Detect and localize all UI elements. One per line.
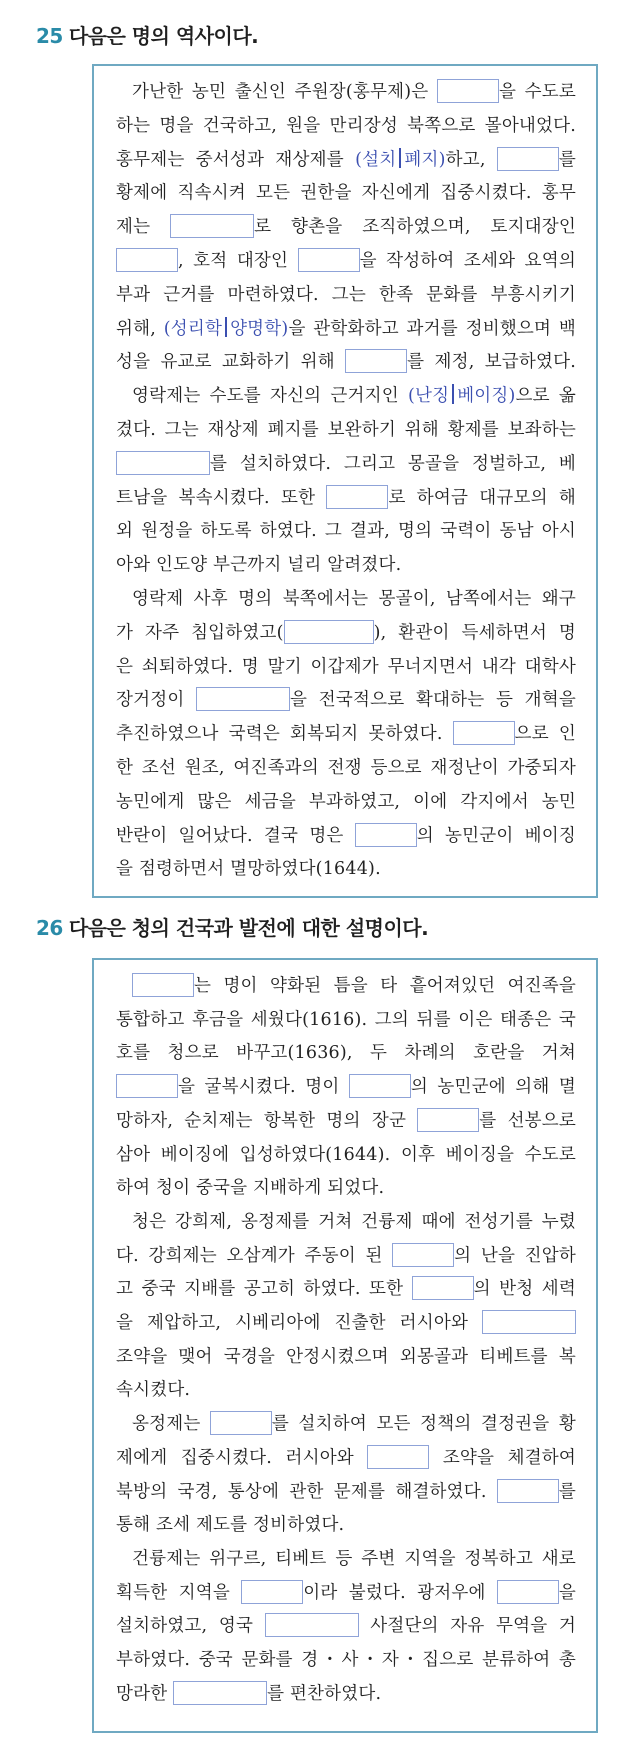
answer-blank[interactable]	[265, 1613, 359, 1637]
passage-text: 부과 근거를 마련하였다. 그는 한족 문화를 부흥시키기	[116, 284, 576, 305]
passage-line	[116, 1646, 576, 1671]
passage-line	[116, 822, 576, 847]
choice-open-paren: (	[355, 149, 363, 170]
question-25-passage-box	[92, 64, 598, 898]
passage-line	[132, 1410, 576, 1435]
passage-line	[116, 855, 576, 880]
passage-text: 청은 강희제, 옹정제를 거쳐 건륭제 때에 전성기를 누렸	[132, 1211, 576, 1232]
passage-text: 고 중국 지배를 공고히 하였다. 또한	[116, 1279, 412, 1300]
passage-text: 를 설치하였다. 그리고 몽골을 정벌하고, 베	[210, 453, 576, 474]
passage-line	[132, 585, 576, 610]
choice-open-paren: (	[407, 386, 415, 407]
passage-line	[116, 1309, 576, 1334]
passage-text: 가난한 농민 출신인 주원장(홍무제)은	[132, 82, 437, 102]
passage-text: 은 쇠퇴하였다. 명 말기 이갑제가 무너지면서 내각 대학사	[116, 656, 576, 677]
question-25-title: 다음은 명의 역사이다.	[68, 24, 259, 48]
passage-line	[132, 1545, 576, 1570]
passage-text: 를	[558, 149, 576, 170]
passage-text: ), 환관이 득세하면서 명	[373, 622, 576, 643]
passage-line	[132, 382, 576, 407]
choice-option-group[interactable]	[164, 319, 289, 339]
passage-text: 사절단의 자유 무역을 거	[358, 1616, 576, 1637]
passage-text: 을	[558, 1582, 576, 1603]
passage-text: 하는 명을 건국하고, 원을 만리장성 북쪽으로 몰아내었다.	[116, 115, 576, 136]
question-26-heading	[36, 912, 428, 941]
passage-text: 영락제 사후 명의 북쪽에서는 몽골이, 남쪽에서는 왜구	[132, 589, 576, 609]
passage-line	[116, 653, 576, 678]
passage-text: 아와 인도양 부근까지 널리 알려졌다.	[116, 555, 402, 576]
passage-line	[132, 972, 576, 997]
passage-text: 를 선봉으로	[479, 1110, 576, 1131]
passage-line	[116, 247, 576, 272]
passage-line	[116, 281, 576, 306]
answer-blank[interactable]	[132, 973, 194, 997]
passage-text: 을 관학화하고 과거를 정비했으며 백	[288, 318, 576, 339]
answer-blank[interactable]	[210, 1411, 272, 1435]
passage-text: 한 조선 원조, 여진족과의 전쟁 등으로 재정난이 가중되자	[116, 758, 576, 778]
choice-open-paren: (	[163, 318, 171, 339]
passage-text: 를 편찬하였다.	[267, 1683, 382, 1704]
answer-blank[interactable]	[241, 1580, 303, 1604]
passage-text: 위해,	[116, 318, 164, 339]
choice-option-b[interactable]: 베이징	[457, 386, 509, 407]
answer-blank[interactable]	[497, 147, 559, 171]
passage-line	[116, 1376, 576, 1401]
passage-line	[116, 315, 576, 340]
passage-line	[116, 1343, 576, 1368]
passage-text: 농민에게 많은 세금을 부과하였고, 이에 각지에서 농민	[116, 791, 576, 812]
passage-text: 황제에 직속시켜 모든 권한을 자신에게 집중시켰다. 홍무	[116, 183, 576, 204]
passage-line	[116, 484, 576, 509]
passage-text: 하고,	[445, 149, 497, 170]
question-26-passage-box	[92, 958, 598, 1733]
passage-line	[116, 1242, 576, 1267]
passage-text: 을 굴복시켰다. 명이	[178, 1077, 349, 1098]
passage-text: 을 전국적으로 확대하는 등 개혁을	[290, 690, 576, 711]
passage-line	[116, 788, 576, 813]
passage-line	[116, 720, 576, 745]
passage-line	[132, 78, 576, 103]
passage-line	[116, 1478, 576, 1503]
answer-blank[interactable]	[437, 79, 499, 103]
passage-line	[116, 754, 576, 779]
passage-line	[116, 619, 576, 644]
answer-blank[interactable]	[298, 248, 360, 272]
choice-separator	[225, 317, 227, 337]
passage-text: 북방의 국경, 통상에 관한 문제를 해결하였다.	[116, 1481, 497, 1502]
passage-text: , 호적 대장인	[178, 251, 298, 271]
answer-blank[interactable]	[412, 1276, 474, 1300]
passage-text: 반란이 일어났다. 결국 명은	[116, 825, 355, 846]
passage-text: 장거정이	[116, 690, 197, 711]
passage-text: 영락제는 수도를 자신의 근거지인	[132, 386, 408, 407]
choice-option-group[interactable]	[408, 386, 516, 406]
answer-blank[interactable]	[355, 823, 417, 847]
answer-blank[interactable]	[116, 451, 210, 475]
passage-text: 으로 인	[514, 724, 576, 745]
passage-text: 조약을 맺어 국경을 안정시켰으며 외몽골과 티베트를 복	[116, 1346, 576, 1367]
passage-text: 을 점령하면서 멸망하였다(1644).	[116, 859, 381, 880]
passage-text: 외 원정을 하도록 하였다. 그 결과, 명의 국력이 동남 아시	[116, 521, 576, 542]
passage-text: 망하자, 순치제는 항복한 명의 장군	[116, 1110, 418, 1131]
answer-blank[interactable]	[417, 1108, 479, 1132]
passage-line	[116, 1107, 576, 1132]
passage-line	[116, 1680, 576, 1705]
passage-text: 트남을 복속시켰다. 또한	[116, 487, 327, 508]
answer-blank[interactable]	[349, 1074, 411, 1098]
passage-text: 제는	[116, 217, 171, 238]
choice-close-paren: )	[281, 318, 289, 339]
answer-blank[interactable]	[284, 620, 374, 644]
passage-line	[116, 112, 576, 137]
passage-line	[116, 416, 576, 441]
passage-text: 가 자주 침입하였고(	[116, 622, 284, 643]
passage-text: 을 작성하여 조세와 요역의	[359, 251, 576, 271]
choice-option-b[interactable]: 폐지	[404, 149, 439, 170]
passage-text: 의 난을 진압하	[454, 1245, 576, 1266]
passage-text: 통해 조세 제도를 정비하였다.	[116, 1515, 345, 1536]
passage-text: 통합하고 후금을 세웠다(1616). 그의 뒤를 이은 태종은 국	[116, 1009, 576, 1030]
passage-text: 의 농민군에 의해 멸	[410, 1077, 576, 1098]
passage-line	[116, 179, 576, 204]
passage-text: 삼아 베이징에 입성하였다(1644). 이후 베이징을 수도로	[116, 1144, 576, 1165]
answer-blank[interactable]	[482, 1310, 576, 1334]
passage-line	[116, 1275, 576, 1300]
passage-line	[116, 450, 576, 475]
answer-blank[interactable]	[116, 1074, 178, 1098]
passage-line	[116, 1612, 576, 1637]
passage-text: 겼다. 그는 재상제 폐지를 보완하기 위해 황제를 보좌하는	[116, 420, 576, 440]
passage-text: 추진하였으나 국력은 회복되지 못하였다.	[116, 724, 453, 745]
question-25-number: 25	[36, 24, 63, 48]
passage-line	[116, 1006, 576, 1031]
passage-line	[116, 1511, 576, 1536]
answer-blank[interactable]	[453, 721, 515, 745]
passage-line	[116, 1579, 576, 1604]
question-26-number: 26	[36, 916, 63, 940]
choice-separator	[452, 384, 454, 404]
passage-line	[116, 348, 576, 373]
passage-line	[116, 517, 576, 542]
answer-blank[interactable]	[326, 485, 388, 509]
answer-blank[interactable]	[345, 349, 407, 373]
passage-text: 제에게 집중시켰다. 러시아와	[116, 1447, 368, 1468]
passage-text: 옹정제는	[132, 1414, 210, 1435]
passage-text: 건륭제는 위구르, 티베트 등 주변 지역을 정복하고 새로	[132, 1548, 576, 1569]
passage-text: 부하였다. 중국 문화를 경・사・자・집으로 분류하여 총	[116, 1650, 576, 1670]
passage-text: 로 향촌을 조직하였으며, 토지대장인	[254, 217, 576, 238]
passage-line	[116, 146, 576, 171]
passage-line	[116, 1073, 576, 1098]
choice-separator	[399, 148, 401, 168]
passage-line	[116, 686, 576, 711]
passage-text: 을 수도로	[498, 82, 576, 102]
passage-text: 하여 청이 중국을 지배하게 되었다.	[116, 1178, 385, 1199]
passage-text: 을 제압하고, 시베리아에 진출한 러시아와	[116, 1313, 482, 1333]
passage-text: 망라한	[116, 1683, 174, 1704]
passage-line	[132, 1208, 576, 1233]
passage-text: 이라 불렀다. 광저우에	[303, 1582, 497, 1603]
choice-close-paren: )	[438, 149, 446, 170]
choice-close-paren: )	[508, 386, 516, 407]
passage-line	[116, 551, 576, 576]
answer-blank[interactable]	[392, 1243, 454, 1267]
passage-line	[116, 1039, 576, 1064]
passage-text: 성을 유교로 교화하기 위해	[116, 352, 346, 373]
choice-option-a[interactable]: 난징	[414, 386, 450, 407]
passage-text: 를	[558, 1481, 576, 1502]
answer-blank[interactable]	[497, 1580, 559, 1604]
choice-option-group[interactable]	[355, 150, 446, 170]
choice-option-b[interactable]: 양명학	[230, 318, 282, 339]
passage-line	[116, 1141, 576, 1166]
passage-text: 호를 청으로 바꾸고(1636), 두 차례의 호란을 거쳐	[116, 1043, 576, 1064]
answer-blank[interactable]	[170, 214, 254, 238]
choice-option-a[interactable]: 성리학	[170, 318, 223, 339]
passage-text: 획득한 지역을	[116, 1582, 242, 1603]
passage-line	[116, 213, 576, 238]
passage-text: 를 설치하여 모든 정책의 결정권을 황	[271, 1414, 576, 1435]
passage-text: 로 하여금 대규모의 해	[388, 487, 576, 508]
answer-blank[interactable]	[173, 1681, 267, 1705]
question-26-title: 다음은 청의 건국과 발전에 대한 설명이다.	[68, 916, 429, 940]
question-25-heading	[36, 20, 258, 49]
passage-text: 다. 강희제는 오삼계가 주동이 된	[116, 1245, 393, 1266]
passage-text: 설치하였고, 영국	[116, 1616, 265, 1637]
passage-text: 의 농민군이 베이징	[416, 825, 577, 846]
passage-text: 의 반청 세력	[473, 1279, 576, 1300]
answer-blank[interactable]	[116, 248, 178, 272]
answer-blank[interactable]	[367, 1445, 429, 1469]
answer-blank[interactable]	[196, 687, 290, 711]
passage-text: 는 명이 약화된 틈을 타 흩어져있던 여진족을	[194, 976, 576, 996]
choice-option-a[interactable]: 설치	[362, 149, 397, 170]
passage-text: 속시켰다.	[116, 1380, 191, 1401]
passage-text: 으로 옮	[515, 386, 576, 407]
passage-line	[116, 1444, 576, 1469]
passage-text: 를 제정, 보급하였다.	[407, 352, 576, 373]
passage-text: 홍무제는 중서성과 재상제를	[116, 149, 356, 170]
passage-line	[116, 1174, 576, 1199]
passage-text: 조약을 체결하여	[429, 1447, 577, 1468]
answer-blank[interactable]	[497, 1479, 559, 1503]
